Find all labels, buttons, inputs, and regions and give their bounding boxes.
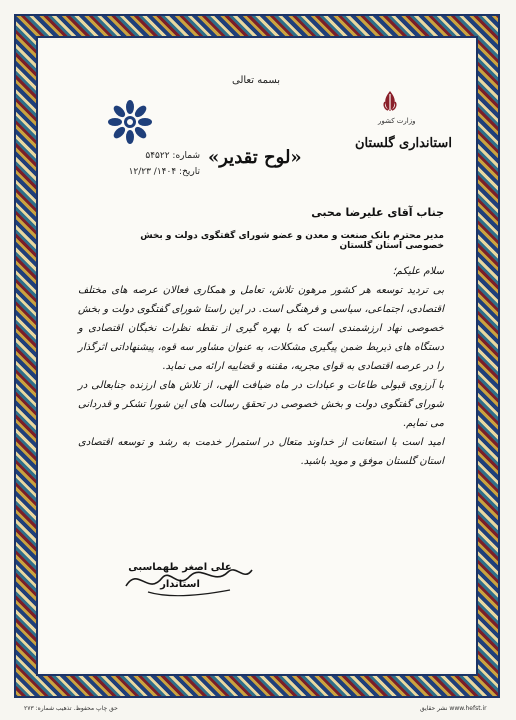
letter-meta [118, 148, 200, 180]
ornamental-logo-icon [106, 98, 154, 146]
body-paragraph: امید است با استعانت از خداوند متعال در استمرار خدمت به رشد و توسعه اقتصادی استان گلستان موفق و موید باشید. [78, 437, 444, 467]
letter-date: تاریخ: ۱۴۰۴/ ۱۲/۲۳ [128, 167, 200, 177]
certificate-text [78, 262, 444, 471]
iran-emblem-icon [380, 90, 400, 112]
certificate-title: «لوح تقدیر» [208, 147, 302, 168]
signatory-name: علی اصغر طهماسبی [128, 562, 232, 573]
letter-number: شماره: ۵۴۵۲۲ [145, 151, 200, 161]
body-paragraph: بی تردید توسعه هر کشور مرهون تلاش، تعامل و همکاری فعالان عرصه های مختلف اقتصادی، اجتماعی، سیاسی و فرهنگی است. در این راستا شورای گفتگوی دولت و بخش خصوصی نهاد ارزشمندی است که با بهره گیری از نقطه نظرات نخبگان اقتصادی و دستگاه های ذیربط ضمن پیگیری مشکلات، به عنوان مشاور سه قوه، پیشنهاداتی اثرگذار را در عرصه اقتصادی به قوای مجریه، مقننه و قضاییه ارائه می نماید. [78, 285, 444, 372]
recipient-position: مدیر محترم بانک صنعت و معدن و عضو شورای گفتگوی دولت و بخش خصوصی استان گلستان [140, 231, 444, 251]
signature-block [120, 562, 240, 590]
recipient-name: جناب آقای علیرضا محبی [311, 206, 444, 219]
body-paragraph: با آرزوی قبولی طاعات و عبادات در ماه ضیافت الهی، از تلاش های ارزنده جنابعالی در شورای گفتگوی دولت و بخش خصوصی در تحقق رسالت های این شورا تشکر و قدردانی می نمایم. [78, 380, 444, 429]
governorate-name: استانداری گلستان [355, 136, 452, 151]
signatory-title: استاندار [160, 579, 200, 590]
bismillah-header: بسمه تعالی [232, 75, 281, 86]
footer-publisher: www.hefst.ir نشر حقایق [420, 705, 487, 712]
footer-copyright: حق چاپ محفوظ. تذهیب شماره: ۲۷۳ [24, 705, 118, 712]
ministry-label: وزارت کشور [378, 117, 416, 125]
greeting: سلام علیکم؛ [392, 266, 444, 277]
